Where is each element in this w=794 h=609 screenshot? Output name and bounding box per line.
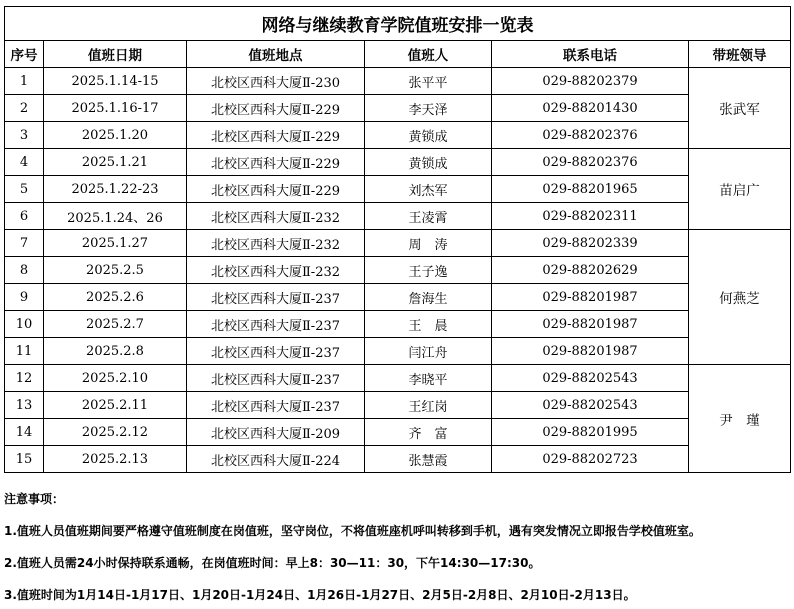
cell-person: 黄锁成 [365,149,492,176]
cell-index: 11 [5,338,44,365]
table-row [5,284,791,311]
cell-index: 12 [5,365,44,392]
cell-leader: 张武军 [689,68,791,149]
cell-index: 14 [5,419,44,446]
cell-date: 2025.1.20 [44,122,187,149]
cell-phone: 029-88201987 [492,311,689,338]
table-row [5,311,791,338]
cell-date: 2025.1.27 [44,230,187,257]
table-row [5,419,791,446]
cell-phone: 029-88202311 [492,203,689,230]
cell-date: 2025.1.22-23 [44,176,187,203]
table-row [5,338,791,365]
header-person: 值班人 [365,41,492,68]
table-row [5,176,791,203]
table-title: 网络与继续教育学院值班安排一览表 [5,7,791,41]
cell-location: 北校区西科大厦Ⅱ-229 [187,149,365,176]
cell-date: 2025.1.16-17 [44,95,187,122]
cell-index: 5 [5,176,44,203]
cell-index: 8 [5,257,44,284]
cell-location: 北校区西科大厦Ⅱ-232 [187,203,365,230]
cell-index: 9 [5,284,44,311]
cell-phone: 029-88201987 [492,284,689,311]
cell-date: 2025.2.10 [44,365,187,392]
cell-index: 15 [5,446,44,473]
cell-date: 2025.2.12 [44,419,187,446]
cell-location: 北校区西科大厦Ⅱ-224 [187,446,365,473]
cell-person: 张平平 [365,68,492,95]
cell-location: 北校区西科大厦Ⅱ-232 [187,257,365,284]
cell-phone: 029-88202723 [492,446,689,473]
cell-person: 黄锁成 [365,122,492,149]
cell-location: 北校区西科大厦Ⅱ-237 [187,284,365,311]
cell-person: 张慧霞 [365,446,492,473]
cell-date: 2025.1.14-15 [44,68,187,95]
cell-person: 闫江舟 [365,338,492,365]
cell-person: 王 晨 [365,311,492,338]
table-row [5,446,791,473]
cell-index: 13 [5,392,44,419]
cell-location: 北校区西科大厦Ⅱ-232 [187,230,365,257]
table-row [5,149,791,176]
cell-phone: 029-88202376 [492,149,689,176]
header-leader: 带班领导 [689,41,791,68]
cell-index: 1 [5,68,44,95]
cell-date: 2025.2.6 [44,284,187,311]
header-location: 值班地点 [187,41,365,68]
note-item: 3.值班时间为1月14日-1月17日、1月20日-1月24日、1月26日-1月27日、2月5日-2月8日、2月10日-2月13日。 [4,588,636,602]
cell-location: 北校区西科大厦Ⅱ-209 [187,419,365,446]
cell-index: 7 [5,230,44,257]
cell-phone: 029-88202543 [492,392,689,419]
cell-index: 2 [5,95,44,122]
cell-index: 10 [5,311,44,338]
cell-person: 王红岗 [365,392,492,419]
cell-location: 北校区西科大厦Ⅱ-229 [187,95,365,122]
cell-person: 周 涛 [365,230,492,257]
header-date: 值班日期 [44,41,187,68]
cell-person: 王子逸 [365,257,492,284]
notes-heading: 注意事项： [4,492,65,506]
cell-date: 2025.2.13 [44,446,187,473]
note-item: 2.值班人员需24小时保持联系通畅，在岗值班时间：早上8：30—11：30，下午14:30—17:30。 [4,556,541,570]
cell-person: 李晓平 [365,365,492,392]
cell-phone: 029-88202376 [492,122,689,149]
table-row [5,392,791,419]
table-row [5,95,791,122]
cell-date: 2025.1.21 [44,149,187,176]
table-row [5,230,791,257]
cell-person: 王凌霄 [365,203,492,230]
cell-location: 北校区西科大厦Ⅱ-237 [187,392,365,419]
cell-location: 北校区西科大厦Ⅱ-237 [187,365,365,392]
table-body [5,68,791,473]
table-row [5,68,791,95]
cell-leader: 苗启广 [689,149,791,230]
cell-location: 北校区西科大厦Ⅱ-230 [187,68,365,95]
cell-location: 北校区西科大厦Ⅱ-229 [187,176,365,203]
cell-leader: 尹 瑾 [689,365,791,473]
cell-phone: 029-88201965 [492,176,689,203]
cell-index: 4 [5,149,44,176]
cell-date: 2025.1.24、26 [44,203,187,230]
header-phone: 联系电话 [492,41,689,68]
cell-phone: 029-88201995 [492,419,689,446]
cell-phone: 029-88202629 [492,257,689,284]
cell-person: 李天泽 [365,95,492,122]
cell-phone: 029-88201430 [492,95,689,122]
cell-person: 齐 富 [365,419,492,446]
cell-date: 2025.2.11 [44,392,187,419]
duty-schedule-table [4,6,791,473]
cell-date: 2025.2.5 [44,257,187,284]
duty-schedule-sheet [4,6,790,473]
cell-index: 3 [5,122,44,149]
header-row [5,41,791,68]
cell-date: 2025.2.7 [44,311,187,338]
table-row [5,257,791,284]
cell-location: 北校区西科大厦Ⅱ-237 [187,311,365,338]
table-row [5,203,791,230]
cell-leader: 何燕芝 [689,230,791,365]
note-item: 1.值班人员值班期间要严格遵守值班制度在岗值班，坚守岗位，不将值班座机呼叫转移到手机，遇有突发情况立即报告学校值班室。 [4,524,701,538]
cell-phone: 029-88202543 [492,365,689,392]
header-index: 序号 [5,41,44,68]
table-row [5,365,791,392]
cell-person: 詹海生 [365,284,492,311]
cell-phone: 029-88201987 [492,338,689,365]
cell-index: 6 [5,203,44,230]
cell-person: 刘杰军 [365,176,492,203]
cell-phone: 029-88202339 [492,230,689,257]
cell-date: 2025.2.8 [44,338,187,365]
table-row [5,122,791,149]
cell-phone: 029-88202379 [492,68,689,95]
cell-location: 北校区西科大厦Ⅱ-237 [187,338,365,365]
cell-location: 北校区西科大厦Ⅱ-229 [187,122,365,149]
